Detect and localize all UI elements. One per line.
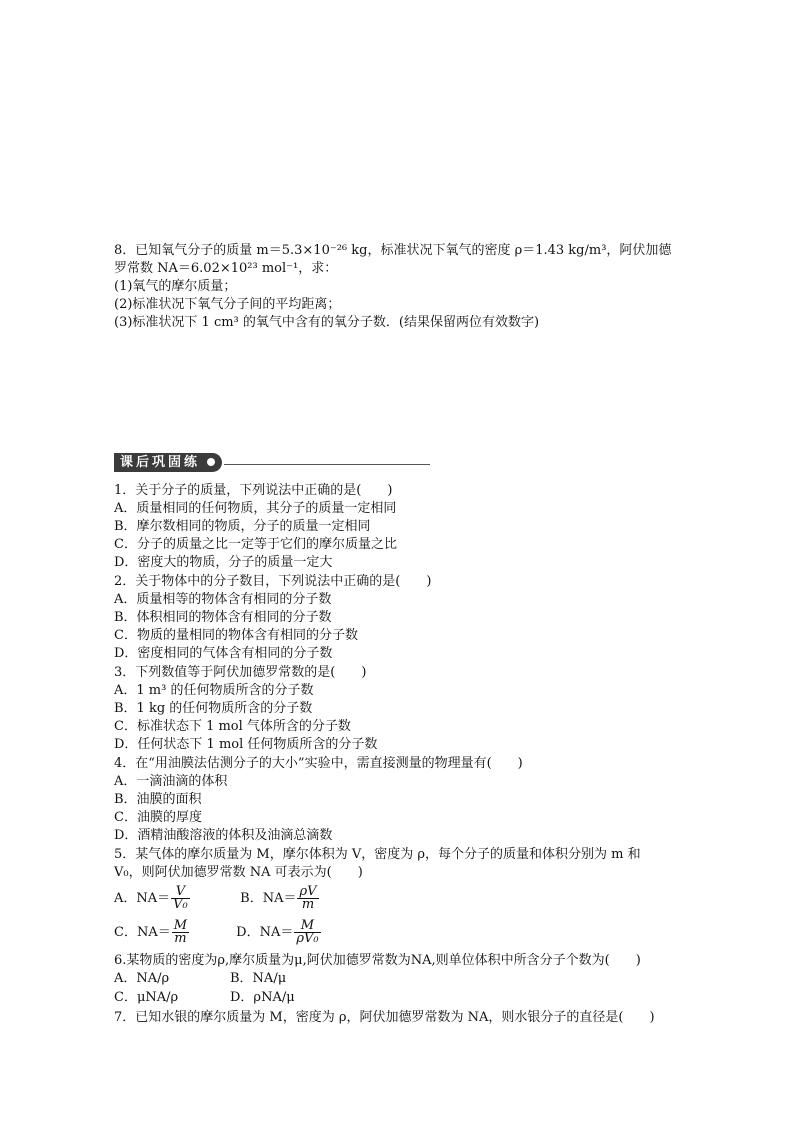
q8-sub1: (1)氧气的摩尔质量； bbox=[114, 279, 237, 294]
q7-stem: 7．已知水银的摩尔质量为 M，密度为 ρ，阿伏加德罗常数为 NA，则水银分子的直径是( ) bbox=[114, 1010, 655, 1025]
q3-option-a: A．1 m³ 的任何物质所含的分子数 bbox=[114, 683, 314, 698]
q5-option-a-numerator: V bbox=[171, 886, 190, 899]
q1-option-b: B．摩尔数相同的物质，分子的质量一定相同 bbox=[114, 519, 371, 534]
q5-option-d-numerator: M bbox=[294, 920, 320, 933]
q4-option-d: D．酒精油酸溶液的体积及油滴总滴数 bbox=[114, 828, 333, 843]
q5-option-c bbox=[114, 918, 232, 948]
q6-option-b: B．NA/μ bbox=[230, 971, 287, 986]
q5-option-a-denominator: V₀ bbox=[173, 897, 188, 912]
q4-option-c: C．油膜的厚度 bbox=[114, 810, 202, 825]
q3-option-b: B．1 kg 的任何物质所含的分子数 bbox=[114, 701, 313, 716]
q5-option-d-prefix: D．NA＝ bbox=[236, 925, 294, 940]
q2-option-a: A．质量相等的物体含有相同的分子数 bbox=[114, 592, 332, 607]
q5-option-b bbox=[240, 884, 319, 914]
section-title: 课后巩固练 bbox=[120, 455, 201, 470]
q1-stem: 1．关于分子的质量，下列说法中正确的是( ) bbox=[114, 483, 393, 498]
q6-option-c: C．μNA/ρ bbox=[114, 990, 179, 1005]
q1-option-c: C．分子的质量之比一定等于它们的摩尔质量之比 bbox=[114, 537, 397, 552]
q5-option-a-fraction bbox=[171, 886, 190, 911]
q4-stem: 4．在“用油膜法估测分子的大小”实验中，需直接测量的物理量有( ) bbox=[114, 756, 523, 771]
q3-option-d: D．任何状态下 1 mol 任何物质所含的分子数 bbox=[114, 737, 378, 752]
q5-line1: 5．某气体的摩尔质量为 M，摩尔体积为 V，密度为 ρ，每个分子的质量和体积分别为 m 和 bbox=[114, 847, 641, 862]
bullet-dot-icon bbox=[207, 458, 215, 466]
q2-option-c: C．物质的量相同的物体含有相同的分子数 bbox=[114, 628, 358, 643]
q6-option-a: A．NA/ρ bbox=[114, 971, 170, 986]
q5-option-b-prefix: B．NA＝ bbox=[240, 891, 297, 906]
q8-line2: 罗常数 NA＝6.02×10²³ mol⁻¹，求： bbox=[114, 261, 338, 276]
q5-option-a-prefix: A．NA＝ bbox=[114, 891, 171, 906]
q5-option-d-fraction bbox=[294, 920, 320, 945]
q5-option-b-fraction bbox=[297, 886, 318, 911]
section-rule bbox=[224, 464, 430, 465]
q8-line1: 8．已知氧气分子的质量 m＝5.3×10⁻²⁶ kg，标准状况下氧气的密度 ρ＝1.43 kg/m³，阿伏加德 bbox=[114, 243, 672, 258]
section-header bbox=[114, 452, 430, 474]
q1-option-d: D．密度大的物质，分子的质量一定大 bbox=[114, 555, 333, 570]
q5-option-b-numerator: ρV bbox=[299, 884, 317, 899]
q5-line2: V₀，则阿伏加德罗常数 NA 可表示为( ) bbox=[114, 865, 363, 880]
q8-sub2: (2)标准状况下氧气分子间的平均距离； bbox=[114, 297, 341, 312]
q8-sub3: (3)标准状况下 1 cm³ 的氧气中含有的氧分子数．(结果保留两位有效数字) bbox=[114, 315, 540, 330]
q2-stem: 2．关于物体中的分子数目，下列说法中正确的是( ) bbox=[114, 574, 432, 589]
q4-option-b: B．油膜的面积 bbox=[114, 792, 202, 807]
q2-option-d: D．密度相同的气体含有相同的分子数 bbox=[114, 646, 333, 661]
q3-stem: 3．下列数值等于阿伏加德罗常数的是( ) bbox=[114, 665, 367, 680]
q6-stem: 6.某物质的密度为ρ,摩尔质量为μ,阿伏加德罗常数为NA,则单位体积中所含分子个数为( ) bbox=[114, 953, 641, 968]
q5-option-d bbox=[236, 918, 321, 948]
q1-option-a: A．质量相同的任何物质，其分子的质量一定相同 bbox=[114, 501, 397, 516]
q3-option-c: C．标准状态下 1 mol 气体所含的分子数 bbox=[114, 719, 351, 734]
q5-option-c-fraction bbox=[172, 920, 189, 945]
q5-option-c-denominator: m bbox=[174, 931, 187, 946]
q4-option-a: A．一滴油滴的体积 bbox=[114, 774, 228, 789]
q2-option-b: B．体积相同的物体含有相同的分子数 bbox=[114, 610, 332, 625]
q5-option-c-numerator: M bbox=[173, 918, 188, 933]
q5-option-c-prefix: C．NA＝ bbox=[114, 925, 171, 940]
q6-options-cd bbox=[114, 989, 295, 1007]
q6-options-ab bbox=[114, 970, 286, 988]
q5-options-ab bbox=[114, 884, 320, 914]
q5-option-b-denominator: m bbox=[301, 897, 315, 912]
q6-option-d: D．ρNA/μ bbox=[230, 990, 295, 1005]
q5-option-a bbox=[114, 884, 236, 914]
q5-options-cd bbox=[114, 918, 322, 948]
section-title-box bbox=[114, 453, 222, 472]
q5-option-d-denominator: ρV₀ bbox=[296, 931, 319, 946]
